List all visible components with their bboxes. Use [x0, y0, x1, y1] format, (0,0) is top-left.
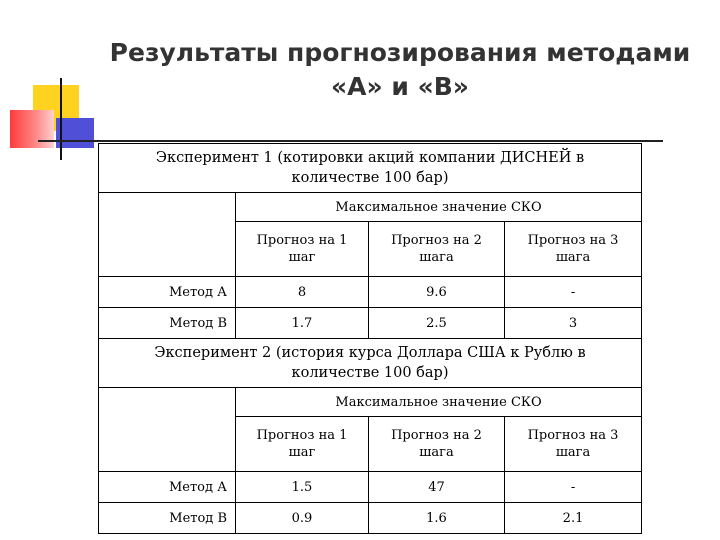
- row-label: Метод А: [99, 277, 236, 308]
- experiment-1-title-line2: количестве 100 бар): [291, 170, 449, 186]
- column-header: [505, 417, 642, 472]
- experiment-2-title-line2: количестве 100 бар): [291, 365, 449, 381]
- slide-title-line2: «А» и «В»: [331, 72, 469, 101]
- table-cell: 8: [236, 277, 369, 308]
- table-cell: 1.7: [236, 308, 369, 339]
- table-row: [99, 472, 642, 503]
- table-cell: 3: [505, 308, 642, 339]
- column-header-line1: Прогноз на 2: [391, 428, 482, 443]
- table-cell: -: [505, 472, 642, 503]
- column-header: [369, 417, 505, 472]
- column-header: [236, 222, 369, 277]
- table-row: [99, 308, 642, 339]
- empty-corner-cell: [99, 193, 236, 277]
- row-label: Метод А: [99, 472, 236, 503]
- slide-title-line1: Результаты прогнозирования методами: [109, 38, 691, 67]
- column-header-line2: шаг: [288, 445, 316, 460]
- experiment-1-metric-row: [99, 193, 642, 222]
- column-header-line1: Прогноз на 1: [256, 233, 348, 248]
- column-header: [505, 222, 642, 277]
- column-header-line2: шага: [419, 250, 454, 265]
- decor-vertical-line: [60, 78, 62, 160]
- decor-red-square: [10, 110, 54, 148]
- column-header-line1: Прогноз на 3: [527, 233, 619, 248]
- column-header: [369, 222, 505, 277]
- experiment-2-title-line1: Эксперимент 2 (история курса Доллара США к Рублю в: [154, 345, 586, 361]
- column-header-line1: Прогноз на 1: [256, 428, 348, 443]
- table-cell: 1.6: [369, 503, 505, 534]
- empty-corner-cell: [99, 388, 236, 472]
- column-header-line1: Прогноз на 2: [391, 233, 482, 248]
- table-cell: 9.6: [369, 277, 505, 308]
- column-header-line2: шага: [419, 445, 454, 460]
- experiment-2-metric-row: [99, 388, 642, 417]
- table-cell: 47: [369, 472, 505, 503]
- table-cell: 0.9: [236, 503, 369, 534]
- column-header-line2: шага: [555, 445, 591, 460]
- experiment-1-title-line1: Эксперимент 1 (котировки акций компании ДИСНЕЙ в: [155, 150, 585, 166]
- table-cell: 2.5: [369, 308, 505, 339]
- experiment-2-title-row: [99, 339, 642, 388]
- experiment-1-title-row: [99, 144, 642, 193]
- column-header-line2: шага: [555, 250, 591, 265]
- metric-header: Максимальное значение СКО: [236, 193, 642, 222]
- slide-title: [95, 36, 705, 104]
- column-header: [236, 417, 369, 472]
- column-header-line2: шаг: [288, 250, 316, 265]
- results-table: [98, 143, 642, 534]
- table-cell: 2.1: [505, 503, 642, 534]
- table-cell: -: [505, 277, 642, 308]
- experiment-2-title: [99, 339, 642, 388]
- table-row: [99, 277, 642, 308]
- metric-header: Максимальное значение СКО: [236, 388, 642, 417]
- table-cell: 1.5: [236, 472, 369, 503]
- experiment-1-title: [99, 144, 642, 193]
- decor-horizontal-line: [38, 140, 663, 142]
- table-row: [99, 503, 642, 534]
- column-header-line1: Прогноз на 3: [527, 428, 619, 443]
- row-label: Метод В: [99, 308, 236, 339]
- row-label: Метод В: [99, 503, 236, 534]
